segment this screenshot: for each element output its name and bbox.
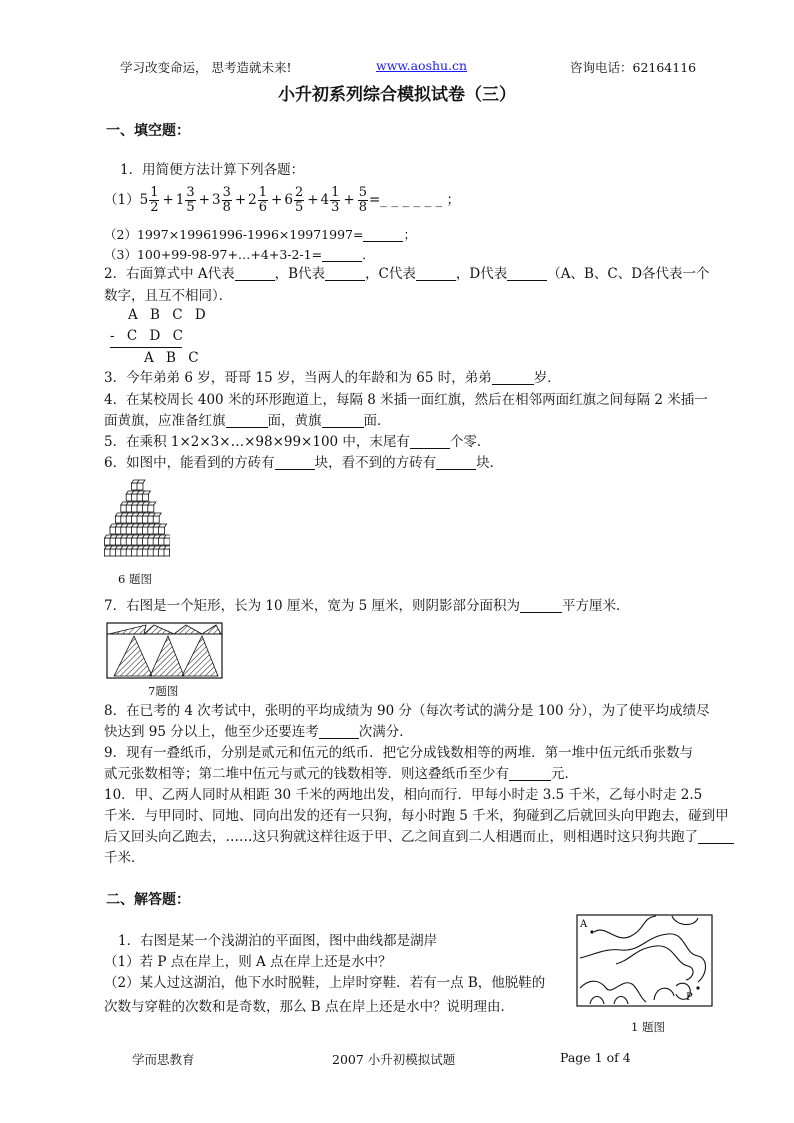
q8-text: 快达到 95 分以上，他至少还要连考 bbox=[104, 724, 319, 740]
q3-text: 岁． bbox=[533, 370, 561, 386]
page-title: 小升初系列综合模拟试卷（三） bbox=[278, 85, 516, 105]
point-a-marker bbox=[590, 930, 593, 933]
q10-line4: 千米． bbox=[104, 850, 145, 866]
q2-line2: 数字，且互不相同）． bbox=[104, 288, 233, 304]
fraction-denominator: 2 bbox=[150, 200, 159, 215]
q2-text: ，B代表 bbox=[274, 266, 326, 282]
answer-blank[interactable] bbox=[275, 455, 315, 470]
answer-blank[interactable] bbox=[235, 266, 275, 281]
answer-blank[interactable] bbox=[226, 413, 268, 428]
fraction-numerator: 1 bbox=[331, 185, 340, 200]
s2-q1-part2: （2）某人过这湖泊，他下水时脱鞋，上岸时穿鞋．若有一点 B，他脱鞋的次数与穿鞋的次数和是奇数，那么 B 点在岸上还是水中？说明理由． bbox=[104, 975, 546, 1015]
q2-line1 bbox=[104, 264, 710, 285]
q1-part2 bbox=[104, 224, 416, 245]
q7-text: 7．右图是一个矩形，长为 10 厘米，宽为 5 厘米，则阴影部分面积为 bbox=[104, 598, 521, 614]
q7-caption: 7题图 bbox=[148, 684, 179, 698]
q2-text: 2．右面算式中 A代表 bbox=[104, 266, 235, 282]
q10-line1: 10．甲、乙两人同时从相距 30 千米的两地出发，相向而行．甲每小时走 3.5 千米，乙每小时走 2.5 bbox=[104, 787, 703, 803]
answer-blank[interactable] bbox=[322, 247, 362, 262]
q5-text: 个零． bbox=[449, 434, 491, 450]
q4-text: 面． bbox=[363, 413, 391, 429]
q1-part2-text: （2）1997×19961996-1996×19971997= bbox=[104, 227, 364, 242]
q1-part1-expression bbox=[139, 185, 369, 215]
header-slogan: 学习改变命运， 思考造就未来! bbox=[120, 60, 292, 75]
lake-map-figure bbox=[576, 914, 714, 1008]
q4-text: 面，黄旗 bbox=[267, 413, 322, 429]
q7 bbox=[104, 596, 630, 617]
fraction bbox=[149, 186, 159, 215]
fraction bbox=[258, 186, 268, 215]
answer-blank[interactable] bbox=[325, 266, 365, 281]
q2-row1: A B C D bbox=[128, 307, 210, 323]
section-heading-solve: 二、解答题： bbox=[106, 892, 190, 908]
q5-text: 5．在乘积 1×2×3×…×98×99×100 中，末尾有 bbox=[104, 434, 410, 450]
fraction bbox=[222, 186, 232, 215]
mixed-number-whole: 4 bbox=[320, 192, 330, 208]
fraction-numerator: 1 bbox=[258, 185, 268, 200]
q3-text: 3．今年弟弟 6 岁，哥哥 15 岁，当两人的年龄和为 65 时，弟弟 bbox=[104, 370, 492, 386]
q4-text: 面黄旗，应准备红旗 bbox=[104, 413, 226, 429]
fraction bbox=[185, 186, 195, 215]
fraction-denominator: 8 bbox=[358, 200, 367, 215]
fraction-numerator: 2 bbox=[294, 185, 304, 200]
q1-part1 bbox=[104, 184, 460, 216]
footer-page-number: Page 1 of 4 bbox=[560, 1050, 631, 1065]
q8-line2 bbox=[104, 722, 413, 743]
answer-blank[interactable] bbox=[322, 413, 364, 428]
answer-blank[interactable] bbox=[416, 266, 456, 281]
mixed-number-whole: 1 bbox=[175, 192, 185, 208]
brick bbox=[169, 549, 170, 556]
q1-part1-label: （1） bbox=[104, 192, 140, 208]
q2-vertical-subtraction bbox=[110, 305, 210, 369]
q2-row2: - C D C bbox=[110, 326, 182, 348]
fraction-numerator: 5 bbox=[358, 185, 367, 200]
fraction bbox=[330, 186, 340, 215]
q9-line2 bbox=[104, 764, 578, 785]
mixed-number-whole: 6 bbox=[284, 192, 293, 208]
q2-row3: A B C bbox=[144, 350, 203, 366]
q6-caption: 6 题图 bbox=[118, 572, 152, 586]
brick bbox=[137, 483, 143, 490]
section-heading-fill: 一、填空题： bbox=[106, 123, 190, 139]
q3 bbox=[104, 368, 561, 389]
fraction-denominator: 3 bbox=[331, 200, 340, 215]
fraction-denominator: 6 bbox=[258, 200, 268, 215]
q2-text: ，D代表 bbox=[455, 266, 508, 282]
q7-text: 平方厘米． bbox=[562, 598, 630, 614]
mixed-number-whole: 2 bbox=[248, 192, 257, 208]
answer-blank[interactable] bbox=[698, 829, 734, 844]
brick bbox=[159, 527, 165, 534]
q6 bbox=[104, 453, 503, 474]
q1-part2-end: ； bbox=[403, 227, 416, 242]
shaded-rectangle-figure bbox=[106, 622, 224, 680]
answer-blank[interactable] bbox=[520, 598, 562, 613]
q5 bbox=[104, 432, 490, 453]
point-a-label: A bbox=[580, 919, 588, 930]
q2-text: ，C代表 bbox=[365, 266, 416, 282]
answer-blank[interactable] bbox=[509, 766, 551, 781]
q8-line1: 8．在已考的 4 次考试中，张明的平均成绩为 90 分（每次考试的满分是 100 分），为了使平均成绩尽 bbox=[104, 703, 710, 719]
fraction bbox=[294, 186, 304, 215]
q4-line2 bbox=[104, 411, 391, 432]
brick bbox=[148, 505, 154, 512]
answer-blank[interactable] bbox=[507, 266, 547, 281]
mixed-number-whole: 3 bbox=[211, 192, 221, 208]
answer-blank[interactable] bbox=[319, 724, 359, 739]
q1-part3-end: ． bbox=[362, 247, 375, 262]
q1-part3-text: （3）100+99-98-97+…+4+3-2-1= bbox=[104, 247, 323, 262]
plus-sign: + bbox=[271, 192, 283, 208]
answer-blank[interactable] bbox=[363, 227, 403, 242]
fraction-denominator: 5 bbox=[186, 200, 195, 215]
plus-sign: + bbox=[234, 192, 247, 208]
point-p-label: P bbox=[686, 992, 693, 1003]
fraction-numerator: 1 bbox=[150, 185, 159, 200]
s2-q1-caption: 1 题图 bbox=[631, 1020, 665, 1034]
brick bbox=[142, 494, 148, 501]
q6-text: 块． bbox=[476, 455, 504, 471]
answer-blank[interactable] bbox=[410, 434, 450, 449]
answer-blank[interactable] bbox=[492, 370, 534, 385]
s2-q1-part1: （1）若 P 点在岸上，则 A 点在岸上还是水中？ bbox=[104, 954, 392, 970]
footer-org: 学而思教育 bbox=[132, 1052, 195, 1067]
header-site-link[interactable]: www.aoshu.cn bbox=[376, 58, 468, 73]
q4-line1: 4．在某校周长 400 米的环形跑道上，每隔 8 米插一面红旗，然后在相邻两面红旗之间每隔 2 米插一 bbox=[104, 392, 708, 408]
q1-stem: 1．用简便方法计算下列各题： bbox=[120, 162, 305, 178]
q6-text: 6．如图中，能看到的方砖有 bbox=[104, 455, 275, 471]
brick-pyramid-figure bbox=[104, 478, 170, 558]
plus-sign: + bbox=[343, 192, 355, 208]
q9-text: 元． bbox=[551, 766, 578, 782]
footer-title: 2007 小升初模拟试题 bbox=[332, 1052, 456, 1067]
q10-line3 bbox=[104, 827, 734, 848]
header-phone: 咨询电话：62164116 bbox=[570, 60, 697, 75]
answer-blank[interactable] bbox=[436, 455, 476, 470]
plus-sign: + bbox=[307, 192, 319, 208]
plus-sign: + bbox=[162, 192, 174, 208]
q1-part3 bbox=[104, 244, 375, 265]
q9-text: 贰元张数相等；第二堆中伍元与贰元的钱数相等．则这叠纸币至少有 bbox=[104, 766, 509, 782]
point-p-marker bbox=[696, 986, 699, 989]
mixed-number-whole: 5 bbox=[139, 192, 149, 208]
q10-line2: 千米．与甲同时、同地、同向出发的还有一只狗，每小时跑 5 千米，狗碰到乙后就回头向甲跑去，碰到甲 bbox=[104, 808, 729, 824]
fraction-numerator: 3 bbox=[186, 185, 195, 200]
fraction-denominator: 5 bbox=[294, 200, 304, 215]
q10-text: 后又回头向乙跑去，……这只狗就这样往返于甲、乙之间直到二人相遇而止，则相遇时这只狗共跑了 bbox=[104, 829, 698, 845]
brick bbox=[164, 538, 170, 545]
q1-part1-tail: =_ _ _ _ _ _ ； bbox=[369, 192, 461, 208]
fraction-numerator: 3 bbox=[222, 185, 231, 200]
fraction bbox=[358, 186, 368, 215]
q6-text: 块，看不到的方砖有 bbox=[314, 455, 437, 471]
s2-q1-stem: 1．右图是某一个浅湖泊的平面图，图中曲线都是湖岸 bbox=[118, 933, 438, 949]
plus-sign: + bbox=[198, 192, 210, 208]
q8-text: 次满分． bbox=[358, 724, 413, 740]
q2-text: （A、B、C、D各代表一个 bbox=[547, 266, 710, 282]
fraction-denominator: 8 bbox=[222, 200, 231, 215]
brick bbox=[153, 516, 159, 523]
q9-line1: 9．现有一叠纸币，分别是贰元和伍元的纸币．把它分成钱数相等的两堆．第一堆中伍元纸币张数与 bbox=[104, 745, 694, 761]
